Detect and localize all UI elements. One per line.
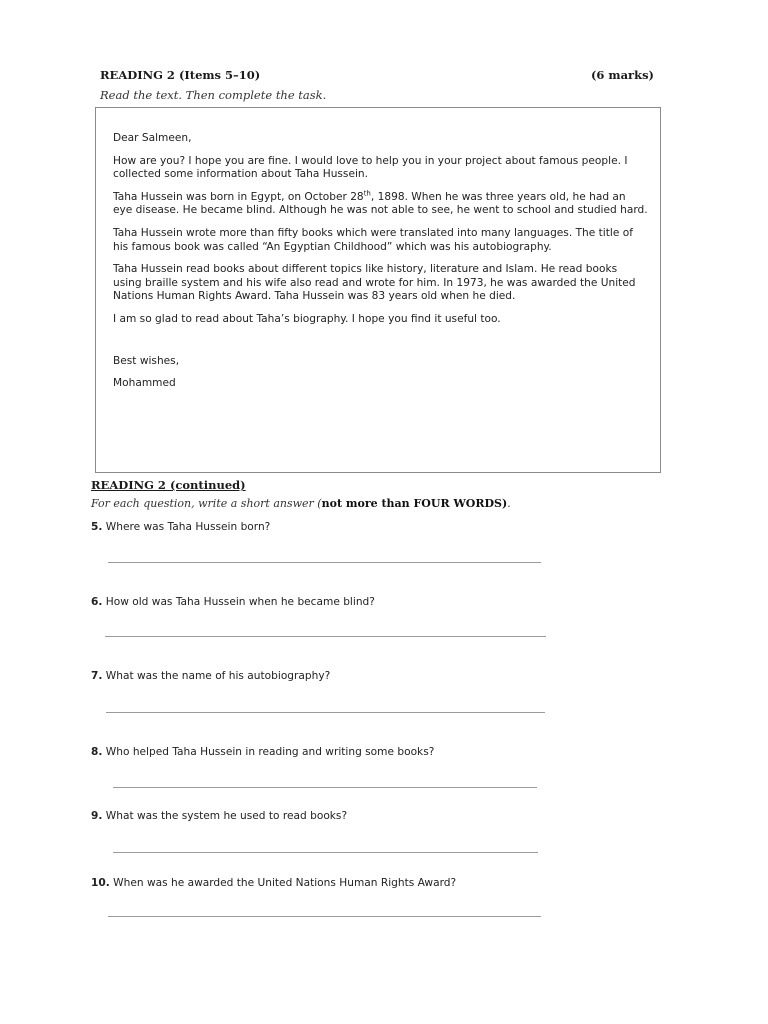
answer-line-8[interactable] [113,787,537,788]
letter-closing: Best wishes, [113,354,180,367]
letter-paragraph-5: I am so glad to read about Taha’s biography. I hope you find it useful too. [113,312,501,325]
question-number: 10. [91,877,110,889]
marks-label: (6 marks) [590,68,654,82]
instruction-text: For each question, write a short answer ( [91,497,322,510]
reading-instruction: Read the text. Then complete the task. [100,88,327,102]
question-number: 6. [91,596,103,608]
question-text: What was the name of his autobiography? [105,670,331,682]
question-number: 9. [91,810,103,822]
letter-salutation: Dear Salmeen, [113,132,192,144]
question-text: How old was Taha Hussein when he became blind? [105,596,375,608]
letter-paragraph-3: Taha Hussein wrote more than fifty books which were translated into many languages. The title of his famous book was called “An Egyptian Childhood” which was his autobiography. [113,226,633,253]
question-number: 8. [91,746,103,758]
instruction-emphasis: not more than FOUR WORDS) [321,497,508,510]
paragraph-2-text-rest: , 1898. When he was three years old, he had an eye disease. He became blind. Although he was not able to see, he went to school and studied hard. [113,190,648,217]
continued-title: READING 2 (continued) [91,478,246,492]
question-6 [91,596,375,608]
answer-line-5[interactable] [108,562,541,563]
question-7 [91,670,330,682]
question-text: What was the system he used to read books? [105,810,348,822]
question-10 [91,877,456,889]
question-8 [91,746,434,758]
letter-box [95,107,661,473]
question-text: Who helped Taha Hussein in reading and writing some books? [105,746,435,758]
paragraph-2-text: Taha Hussein was born in Egypt, on October 28 [113,190,364,203]
answer-line-9[interactable] [113,852,538,853]
letter-text [113,132,648,400]
section-title: READING 2 (Items 5–10) [100,68,261,82]
question-number: 7. [91,670,103,682]
ordinal-suffix: th [363,189,371,198]
question-number: 5. [91,521,103,533]
question-text: When was he awarded the United Nations Human Rights Award? [113,877,457,889]
question-5 [91,521,270,533]
instruction-end: . [507,497,511,510]
letter-paragraph-1: How are you? I hope you are fine. I would love to help you in your project about famous people. I collected some information about Taha Hussein. [113,154,628,181]
answer-line-6[interactable] [105,636,546,637]
answer-instruction [91,497,511,510]
question-text: Where was Taha Hussein born? [105,521,271,533]
letter-paragraph-2 [113,191,648,218]
answer-line-7[interactable] [106,712,545,713]
section-header [100,68,656,82]
letter-signature: Mohammed [113,377,176,390]
question-9 [91,810,347,822]
answer-line-10[interactable] [108,916,541,917]
letter-paragraph-4: Taha Hussein read books about different topics like history, literature and Islam. He read books using braille system and his wife also read and wrote for him. In 1973, he was awarded the United Nations Human Rights Award. Taha Hussein was 83 years old when he died. [113,263,636,303]
